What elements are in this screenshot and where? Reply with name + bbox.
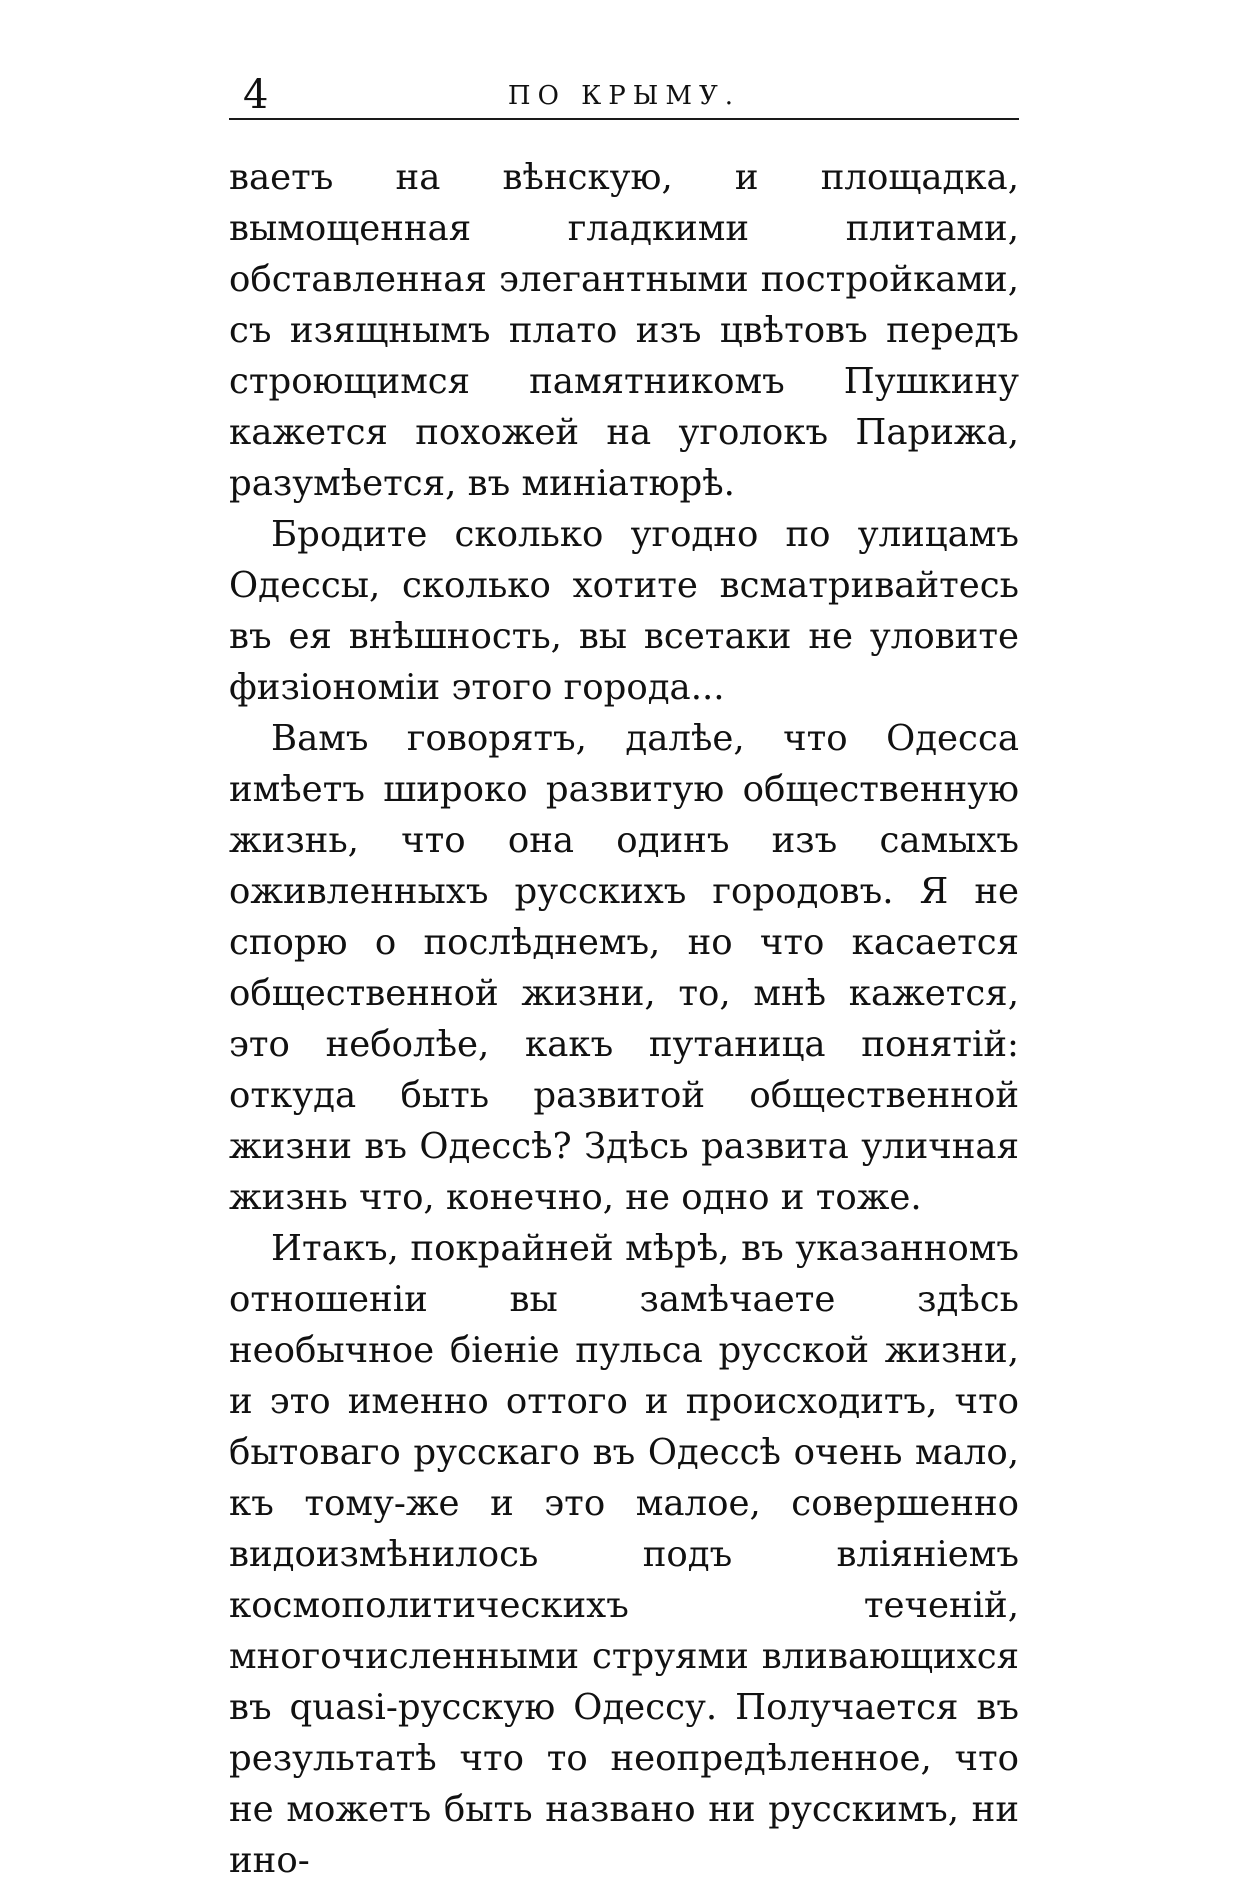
paragraph: Итакъ, покрайней мѣрѣ, въ указанномъ отношеніи вы замѣчаете здѣсь необычное біеніе пульса русской жизни, и это именно оттого и происходитъ, что бытоваго русскаго въ Одессѣ очень мало, къ тому-же и это малое, совершенно видоизмѣнилось подъ вліяніемъ космополитическихъ теченій, многочисленными струями вливающихся въ quasi-русскую Одессу. Получается въ результатѣ что то неопредѣленное, что не можетъ быть названо ни русскимъ, ни ино- [229, 1228, 1019, 1881]
paragraph-continuation: ваетъ на вѣнскую, и площадка, вымощенная гладкими плитами, обставленная элегантными постройками, съ изящнымъ плато изъ цвѣтовъ передъ строющимся памятникомъ Пушкину кажется похожей на уголокъ Парижа, разумѣется, въ миніатюрѣ. [229, 157, 1019, 504]
paragraph: Вамъ говорятъ, далѣе, что Одесса имѣетъ широко развитую общественную жизнь, что она одинъ изъ самыхъ оживленныхъ русскихъ городовъ. Я не спорю о послѣднемъ, но что касается общественной жизни, то, мнѣ кажется, это неболѣе, какъ путаница понятій: откуда быть развитой общественной жизни въ Одессѣ? Здѣсь развита уличная жизнь что, конечно, не одно и тоже. [229, 718, 1019, 1218]
body-text [229, 152, 1019, 1886]
page-header [229, 70, 1019, 120]
header-rule [229, 118, 1019, 120]
running-title: ПО КРЫМУ. [507, 81, 741, 111]
paragraph: Бродите сколько угодно по улицамъ Одессы, сколько хотите всматривайтесь въ ея внѣшность, вы всетаки не уловите физіономіи этого города... [229, 514, 1019, 708]
page-number: 4 [243, 72, 269, 118]
